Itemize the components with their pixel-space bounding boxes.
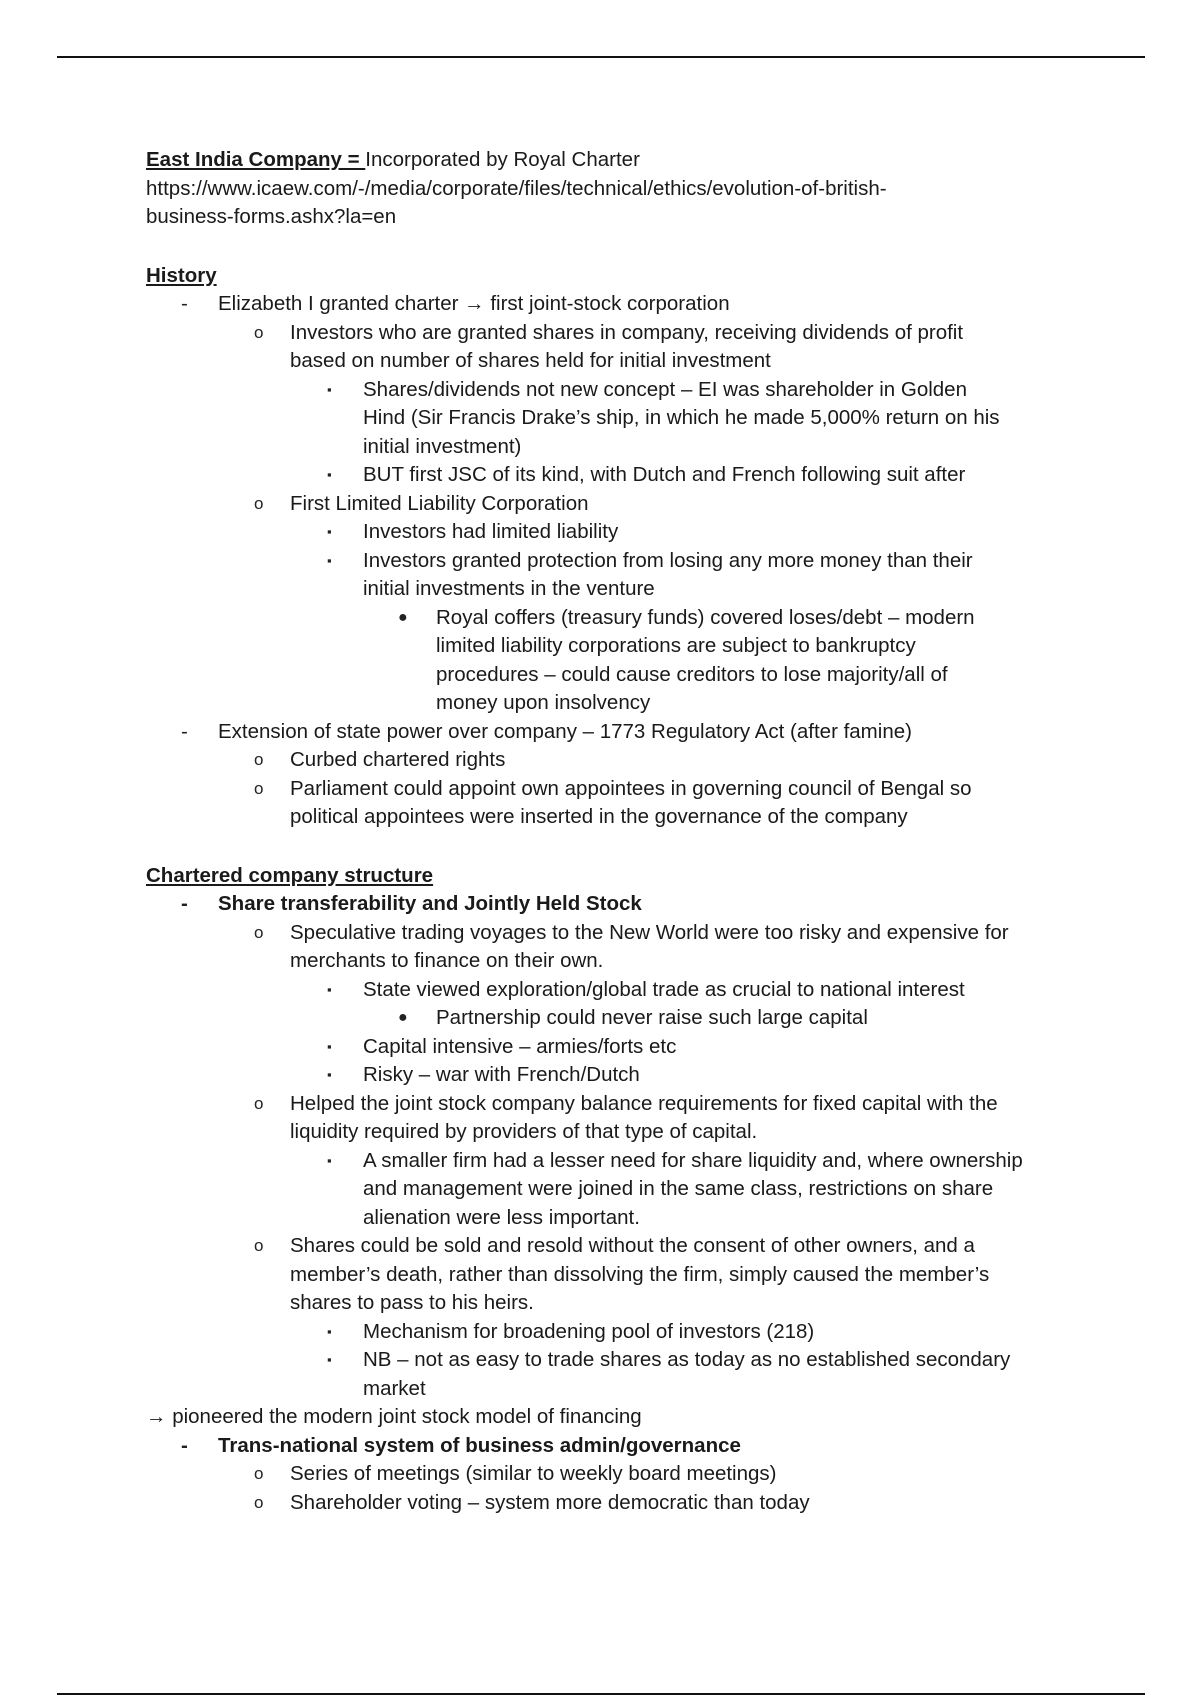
list-item-text: A smaller firm had a lesser need for share liquidity and, where ownership bbox=[363, 1148, 1023, 1172]
top-rule bbox=[57, 56, 1145, 58]
list-item bbox=[0, 718, 1200, 747]
list-item bbox=[0, 746, 1200, 775]
list-item bbox=[0, 919, 1200, 948]
list-item bbox=[0, 490, 1200, 519]
list-item bbox=[0, 376, 1200, 405]
list-item-continuation: liquidity required by providers of that type of capital. bbox=[290, 1120, 758, 1143]
list-item-text: Investors had limited liability bbox=[363, 520, 619, 543]
circle-bullet: o bbox=[254, 1492, 264, 1512]
list-item bbox=[0, 290, 1200, 319]
circle-bullet: o bbox=[254, 493, 264, 513]
list-item-continuation: political appointees were inserted in the governance of the company bbox=[290, 805, 908, 828]
list-item bbox=[0, 1061, 1200, 1090]
list-item bbox=[0, 518, 1200, 547]
square-bullet: ▪ bbox=[327, 552, 332, 568]
source-url-line-2: business-forms.ashx?la=en bbox=[146, 205, 397, 228]
spacer bbox=[0, 232, 1200, 262]
list-item bbox=[0, 604, 1200, 633]
list-item-text: Share transferability and Jointly Held Stock bbox=[218, 892, 642, 915]
square-bullet: ▪ bbox=[327, 467, 332, 482]
arrow-summary-line: → pioneered the modern joint stock model of financing bbox=[146, 1405, 642, 1428]
structure-heading: Chartered company structure bbox=[146, 863, 434, 887]
dot-bullet: ● bbox=[398, 608, 408, 626]
circle-bullet: o bbox=[254, 322, 264, 342]
list-item-text: Investors who are granted shares in company, receiving dividends of profit bbox=[290, 320, 964, 344]
circle-bullet: o bbox=[254, 778, 264, 798]
list-item-text: Shareholder voting – system more democratic than today bbox=[290, 1490, 810, 1514]
list-item bbox=[0, 1432, 1200, 1461]
square-bullet: ▪ bbox=[327, 1067, 332, 1082]
list-item-text: Partnership could never raise such large capital bbox=[436, 1006, 868, 1029]
list-item-continuation: market bbox=[363, 1376, 426, 1400]
source-url-line-1: https://www.icaew.com/-/media/corporate/files/technical/ethics/evolution-of-british- bbox=[146, 176, 887, 200]
list-item-continuation: and management were joined in the same class, restrictions on share bbox=[363, 1177, 994, 1200]
list-item-continuation: merchants to finance on their own. bbox=[290, 949, 604, 972]
circle-bullet: o bbox=[254, 1236, 264, 1255]
list-item bbox=[0, 1232, 1200, 1261]
list-item-text: Trans-national system of business admin/governance bbox=[218, 1433, 741, 1457]
list-item-continuation: Hind (Sir Francis Drake’s ship, in which he made 5,000% return on his bbox=[363, 406, 1000, 429]
square-bullet: ▪ bbox=[327, 1038, 332, 1054]
list-item-text: Shares/dividends not new concept – EI was shareholder in Golden bbox=[363, 377, 967, 401]
list-item-text: Mechanism for broadening pool of investors (218) bbox=[363, 1319, 815, 1343]
square-bullet: ▪ bbox=[327, 381, 332, 397]
list-item-text: First Limited Liability Corporation bbox=[290, 491, 589, 515]
list-item bbox=[0, 547, 1200, 576]
list-item-continuation: member’s death, rather than dissolving the firm, simply caused the member’s bbox=[290, 1262, 990, 1286]
list-item-continuation: shares to pass to his heirs. bbox=[290, 1291, 534, 1314]
list-item-continuation: limited liability corporations are subject to bankruptcy bbox=[436, 634, 916, 657]
list-item bbox=[0, 1460, 1200, 1489]
list-item-text: BUT first JSC of its kind, with Dutch and French following suit after bbox=[363, 463, 966, 486]
list-item-text: Parliament could appoint own appointees in governing council of Bengal so bbox=[290, 776, 972, 800]
list-item-text: Elizabeth I granted charter → first joint-stock corporation bbox=[218, 292, 730, 315]
spacer bbox=[0, 832, 1200, 862]
list-item-text: State viewed exploration/global trade as crucial to national interest bbox=[363, 977, 965, 1001]
list-item-text: Speculative trading voyages to the New World were too risky and expensive for bbox=[290, 920, 1009, 944]
list-item-text: Helped the joint stock company balance requirements for fixed capital with the bbox=[290, 1091, 998, 1115]
title-label: East India Company = bbox=[146, 148, 366, 171]
dash-bullet: - bbox=[181, 892, 188, 915]
circle-bullet: o bbox=[254, 922, 264, 942]
circle-bullet: o bbox=[254, 1093, 264, 1113]
list-item bbox=[0, 1318, 1200, 1347]
list-item-text: Shares could be sold and resold without the consent of other owners, and a bbox=[290, 1234, 975, 1257]
square-bullet: ▪ bbox=[327, 981, 332, 997]
circle-bullet: o bbox=[254, 750, 264, 769]
list-item bbox=[0, 1346, 1200, 1375]
list-item bbox=[0, 1489, 1200, 1518]
list-item-continuation: initial investments in the venture bbox=[363, 577, 655, 600]
title-text: Incorporated by Royal Charter bbox=[365, 148, 640, 171]
dash-bullet: - bbox=[181, 1433, 188, 1457]
dash-bullet: - bbox=[181, 292, 188, 315]
square-bullet: ▪ bbox=[327, 524, 332, 539]
list-item-text: NB – not as easy to trade shares as today as no established secondary bbox=[363, 1348, 1011, 1371]
list-item bbox=[0, 1090, 1200, 1119]
list-item bbox=[0, 461, 1200, 490]
dash-bullet: - bbox=[181, 719, 188, 743]
list-item-continuation: alienation were less important. bbox=[363, 1205, 640, 1229]
list-item-text: Curbed chartered rights bbox=[290, 748, 506, 771]
square-bullet: ▪ bbox=[327, 1323, 332, 1339]
list-item bbox=[0, 890, 1200, 919]
square-bullet: ▪ bbox=[327, 1352, 332, 1367]
list-item bbox=[0, 1147, 1200, 1176]
document-body bbox=[0, 146, 1200, 1517]
circle-bullet: o bbox=[254, 1464, 264, 1483]
list-item-text: Royal coffers (treasury funds) covered loses/debt – modern bbox=[436, 605, 975, 629]
list-item bbox=[0, 775, 1200, 804]
list-item-text: Capital intensive – armies/forts etc bbox=[363, 1034, 677, 1058]
list-item bbox=[0, 1004, 1200, 1033]
list-item-text: Extension of state power over company – 1773 Regulatory Act (after famine) bbox=[218, 719, 912, 743]
list-item bbox=[0, 319, 1200, 348]
history-heading: History bbox=[146, 263, 217, 287]
list-item-text: Investors granted protection from losing any more money than their bbox=[363, 548, 973, 572]
list-item-text: Series of meetings (similar to weekly board meetings) bbox=[290, 1462, 777, 1485]
list-item-text: Risky – war with French/Dutch bbox=[363, 1063, 640, 1086]
title-line bbox=[0, 146, 1200, 175]
list-item bbox=[0, 976, 1200, 1005]
list-item-continuation: procedures – could cause creditors to lose majority/all of bbox=[436, 662, 948, 686]
list-item-continuation: based on number of shares held for initial investment bbox=[290, 349, 771, 372]
dot-bullet: ● bbox=[398, 1009, 408, 1026]
bottom-rule bbox=[57, 1693, 1145, 1695]
list-item-continuation: initial investment) bbox=[363, 434, 522, 458]
square-bullet: ▪ bbox=[327, 1152, 332, 1168]
list-item bbox=[0, 1033, 1200, 1062]
list-item-continuation: money upon insolvency bbox=[436, 691, 651, 714]
